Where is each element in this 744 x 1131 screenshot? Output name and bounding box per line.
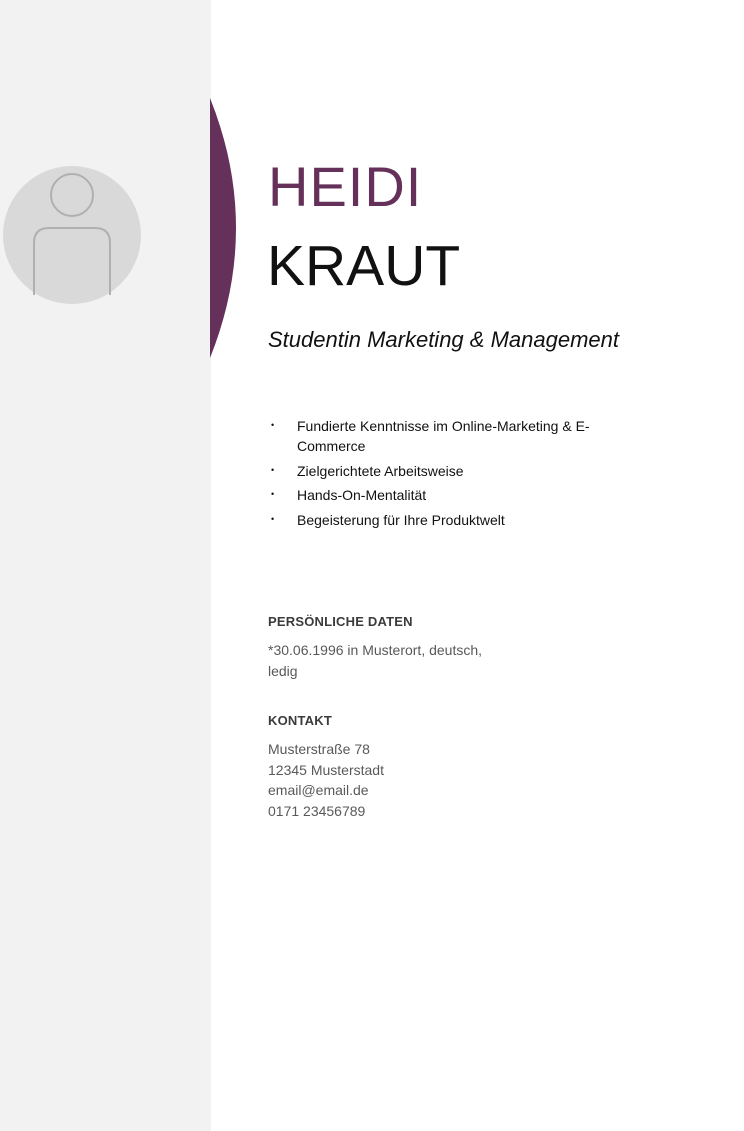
contact-email[interactable]: email@email.de bbox=[268, 782, 369, 798]
contact-city: 12345 Musterstadt bbox=[268, 761, 384, 778]
contact-street: Musterstraße 78 bbox=[268, 741, 370, 757]
contact-heading: KONTAKT bbox=[268, 713, 332, 728]
personal-data-text: *30.06.1996 in Musterort, deutsch, ledig bbox=[268, 642, 483, 679]
list-item: • Begeisterung für Ihre Produktwelt bbox=[270, 510, 590, 530]
list-item: • Fundierte Kenntnisse im Online-Marketing & E-Commerce bbox=[270, 416, 590, 456]
list-item: • Hands-On-Mentalität bbox=[270, 485, 590, 505]
first-name: HEIDI bbox=[268, 155, 423, 218]
highlights-list bbox=[270, 416, 590, 534]
contact-details bbox=[268, 739, 528, 821]
contact-phone[interactable]: 0171 23456789 bbox=[268, 802, 366, 819]
list-item: • Zielgerichtete Arbeitsweise bbox=[270, 461, 590, 481]
person-silhouette-icon bbox=[2, 165, 142, 305]
job-title: Studentin Marketing & Management bbox=[268, 327, 619, 352]
profile-photo-placeholder bbox=[2, 165, 142, 305]
personal-data-heading: PERSÖNLICHE DATEN bbox=[268, 614, 413, 629]
last-name: KRAUT bbox=[267, 234, 461, 298]
